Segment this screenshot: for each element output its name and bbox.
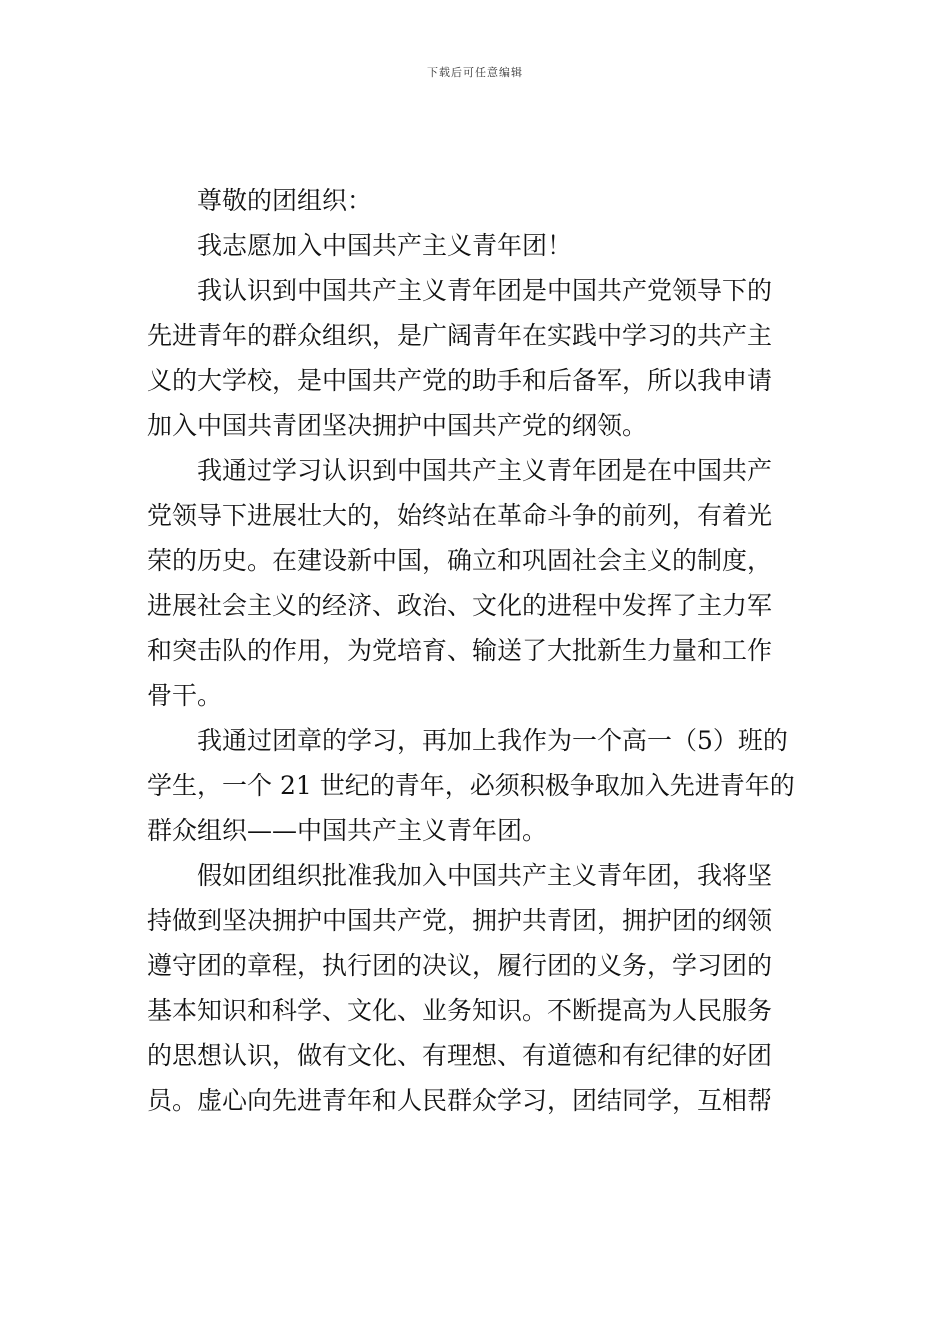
paragraph-line: 骨干。 <box>147 681 223 710</box>
paragraph-line: 我通过学习认识到中国共产主义青年团是在中国共产 <box>197 456 773 485</box>
paragraph-line: 的思想认识，做有文化、有理想、有道德和有纪律的好团 <box>147 1041 773 1070</box>
paragraph-line: 义的大学校，是中国共产党的助手和后备军，所以我申请 <box>147 366 773 395</box>
paragraph-line: 遵守团的章程，执行团的决议，履行团的义务，学习团的 <box>147 951 773 980</box>
declaration <box>147 223 807 268</box>
letter-body <box>147 178 807 1123</box>
paragraph-line: 持做到坚决拥护中国共产党，拥护共青团，拥护团的纲领 <box>147 906 773 935</box>
paragraph-line: 进展社会主义的经济、政治、文化的进程中发挥了主力军 <box>147 591 773 620</box>
paragraph-line: 先进青年的群众组织，是广阔青年在实践中学习的共产主 <box>147 321 773 350</box>
paragraph-2 <box>147 448 807 718</box>
paragraph-line: 党领导下进展壮大的，始终站在革命斗争的前列，有着光 <box>147 501 773 530</box>
paragraph-3 <box>147 718 807 853</box>
paragraph-1 <box>147 268 807 448</box>
paragraph-line: 我通过团章的学习，再加上我作为一个高一（5）班的 <box>197 726 788 755</box>
paragraph-4 <box>147 853 807 1123</box>
header-note: 下载后可任意编辑 <box>427 66 523 79</box>
paragraph-line: 荣的历史。在建设新中国，确立和巩固社会主义的制度， <box>147 546 773 575</box>
paragraph-line: 员。虚心向先进青年和人民群众学习，团结同学，互相帮 <box>147 1086 773 1115</box>
paragraph-line: 假如团组织批准我加入中国共产主义青年团，我将坚 <box>197 861 773 890</box>
paragraph-line: 我认识到中国共产主义青年团是中国共产党领导下的 <box>197 276 773 305</box>
paragraph-line: 基本知识和科学、文化、业务知识。不断提高为人民服务 <box>147 996 773 1025</box>
paragraph-line: 学生，一个 21 世纪的青年，必须积极争取加入先进青年的 <box>147 771 795 800</box>
salutation <box>147 178 807 223</box>
declaration-line: 我志愿加入中国共产主义青年团！ <box>197 231 573 260</box>
salutation-line: 尊敬的团组织： <box>197 186 373 215</box>
paragraph-line: 群众组织——中国共产主义青年团。 <box>147 816 548 845</box>
paragraph-line: 和突击队的作用，为党培育、输送了大批新生力量和工作 <box>147 636 773 665</box>
paragraph-line: 加入中国共青团坚决拥护中国共产党的纲领。 <box>147 411 648 440</box>
